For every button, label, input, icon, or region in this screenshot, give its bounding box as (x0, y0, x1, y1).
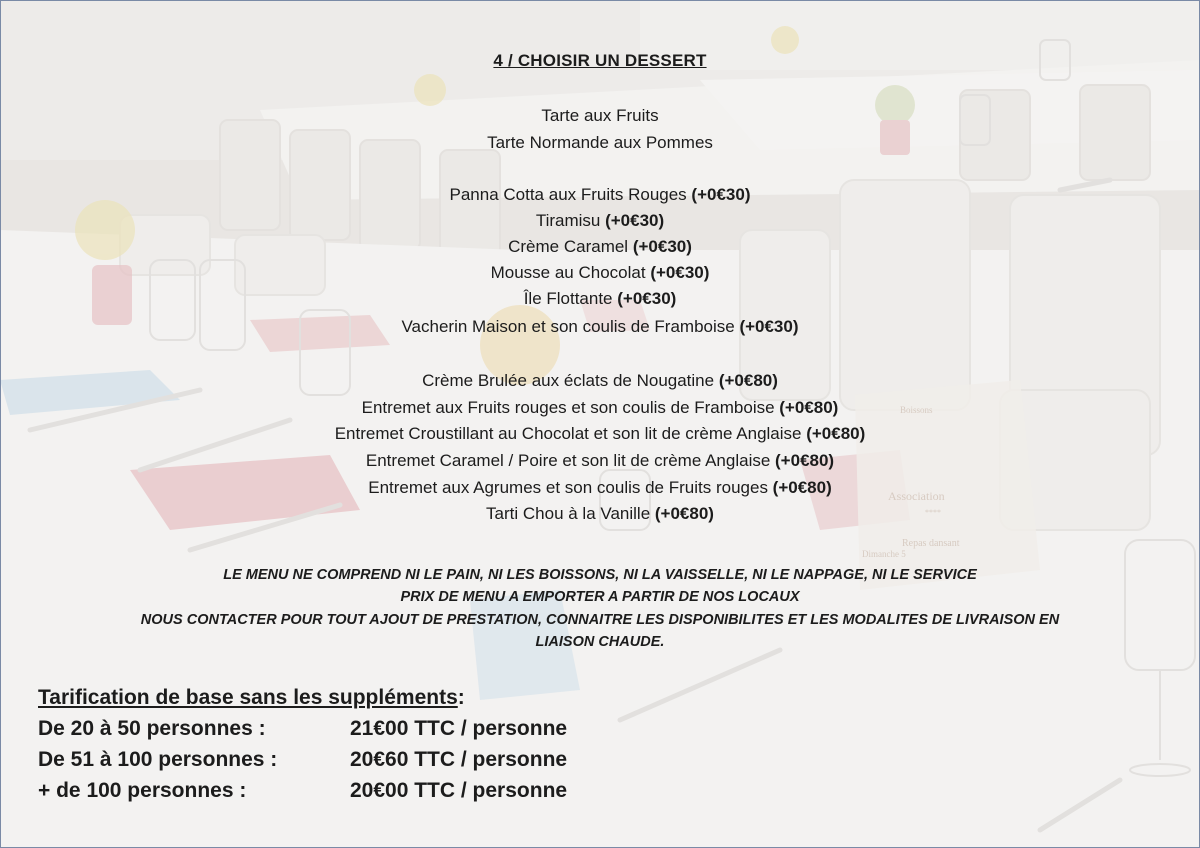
dessert-name: Tarte aux Fruits (541, 106, 659, 125)
tarification-price: 21€00 TTC / personne (350, 717, 568, 740)
notice-line: LE MENU NE COMPREND NI LE PAIN, NI LES BOISSONS, NI LA VAISSELLE, NI LE NAPPAGE, NI LE SERVICE (223, 567, 977, 583)
dessert-supplement: (+0€80) (774, 398, 839, 417)
dessert-name: Entremet Caramel / Poire et son lit de crème Anglaise (365, 451, 771, 470)
dessert-name: Crème Brulée aux éclats de Nougatine (422, 371, 715, 390)
dessert-name: Tarte Normande aux Pommes (487, 133, 713, 152)
dessert-name: Île Flottante (523, 289, 613, 308)
dessert-item (0, 451, 1200, 471)
dessert-supplement: (+0€80) (650, 504, 714, 523)
dessert-supplement: (+0€30) (600, 211, 665, 230)
dessert-item (0, 317, 1200, 337)
dessert-supplement: (+0€80) (801, 424, 866, 443)
tarification-title-text: Tarification de base sans les suppléments (38, 686, 458, 709)
dessert-supplement: (+0€30) (739, 317, 799, 336)
dessert-item (0, 211, 1200, 231)
dessert-item (0, 289, 1200, 309)
dessert-item (0, 504, 1200, 524)
dessert-name: Entremet aux Agrumes et son coulis de Fruits rouges (368, 478, 768, 497)
tarification-group-label: De 20 à 50 personnes : (38, 717, 266, 740)
dessert-name: Mousse au Chocolat (490, 263, 646, 282)
dessert-name: Tarti Chou à la Vanille (486, 504, 651, 523)
dessert-supplement: (+0€80) (714, 371, 778, 390)
tarification-title (38, 686, 465, 710)
dessert-item (0, 106, 1200, 126)
tarification-price: 20€00 TTC / personne (350, 779, 568, 802)
tarification-group-label: De 51 à 100 personnes : (38, 748, 278, 771)
tarification-price: 20€60 TTC / personne (350, 748, 568, 771)
tarification-row (38, 717, 568, 741)
dessert-supplement: (+0€30) (612, 289, 677, 308)
tarification-title-suffix: : (457, 686, 465, 709)
dessert-name: Panna Cotta aux Fruits Rouges (449, 185, 687, 204)
dessert-name: Tiramisu (535, 211, 601, 230)
dessert-item (0, 424, 1200, 444)
dessert-supplement: (+0€30) (628, 237, 692, 256)
dessert-name: Crème Caramel (508, 237, 629, 256)
notice-line: NOUS CONTACTER POUR TOUT AJOUT DE PRESTATION, CONNAITRE LES DISPONIBILITES ET LES MODALITES DE LIVRAISON EN (140, 612, 1060, 628)
dessert-item (0, 398, 1200, 418)
dessert-item (0, 478, 1200, 498)
tarification-row (38, 748, 568, 772)
dessert-name: Entremet Croustillant au Chocolat et son lit de crème Anglaise (334, 424, 802, 443)
dessert-item (0, 237, 1200, 257)
dessert-name: Entremet aux Fruits rouges et son coulis de Framboise (361, 398, 775, 417)
dessert-supplement: (+0€30) (686, 185, 751, 204)
dessert-supplement: (+0€80) (767, 478, 832, 497)
dessert-item (0, 185, 1200, 205)
tarification-group-label: + de 100 personnes : (38, 779, 247, 802)
dessert-name: Vacherin Maison et son coulis de Framboise (401, 317, 740, 336)
dessert-item (0, 263, 1200, 283)
dessert-item (0, 371, 1200, 391)
notice-line: PRIX DE MENU A EMPORTER A PARTIR DE NOS LOCAUX (400, 589, 800, 605)
dessert-item (0, 133, 1200, 153)
dessert-supplement: (+0€30) (645, 263, 710, 282)
dessert-supplement: (+0€80) (770, 451, 835, 470)
notice-line: LIAISON CHAUDE. (535, 634, 665, 650)
tarification-row (38, 779, 568, 803)
dessert-section-title: 4 / CHOISIR UN DESSERT (493, 51, 707, 70)
